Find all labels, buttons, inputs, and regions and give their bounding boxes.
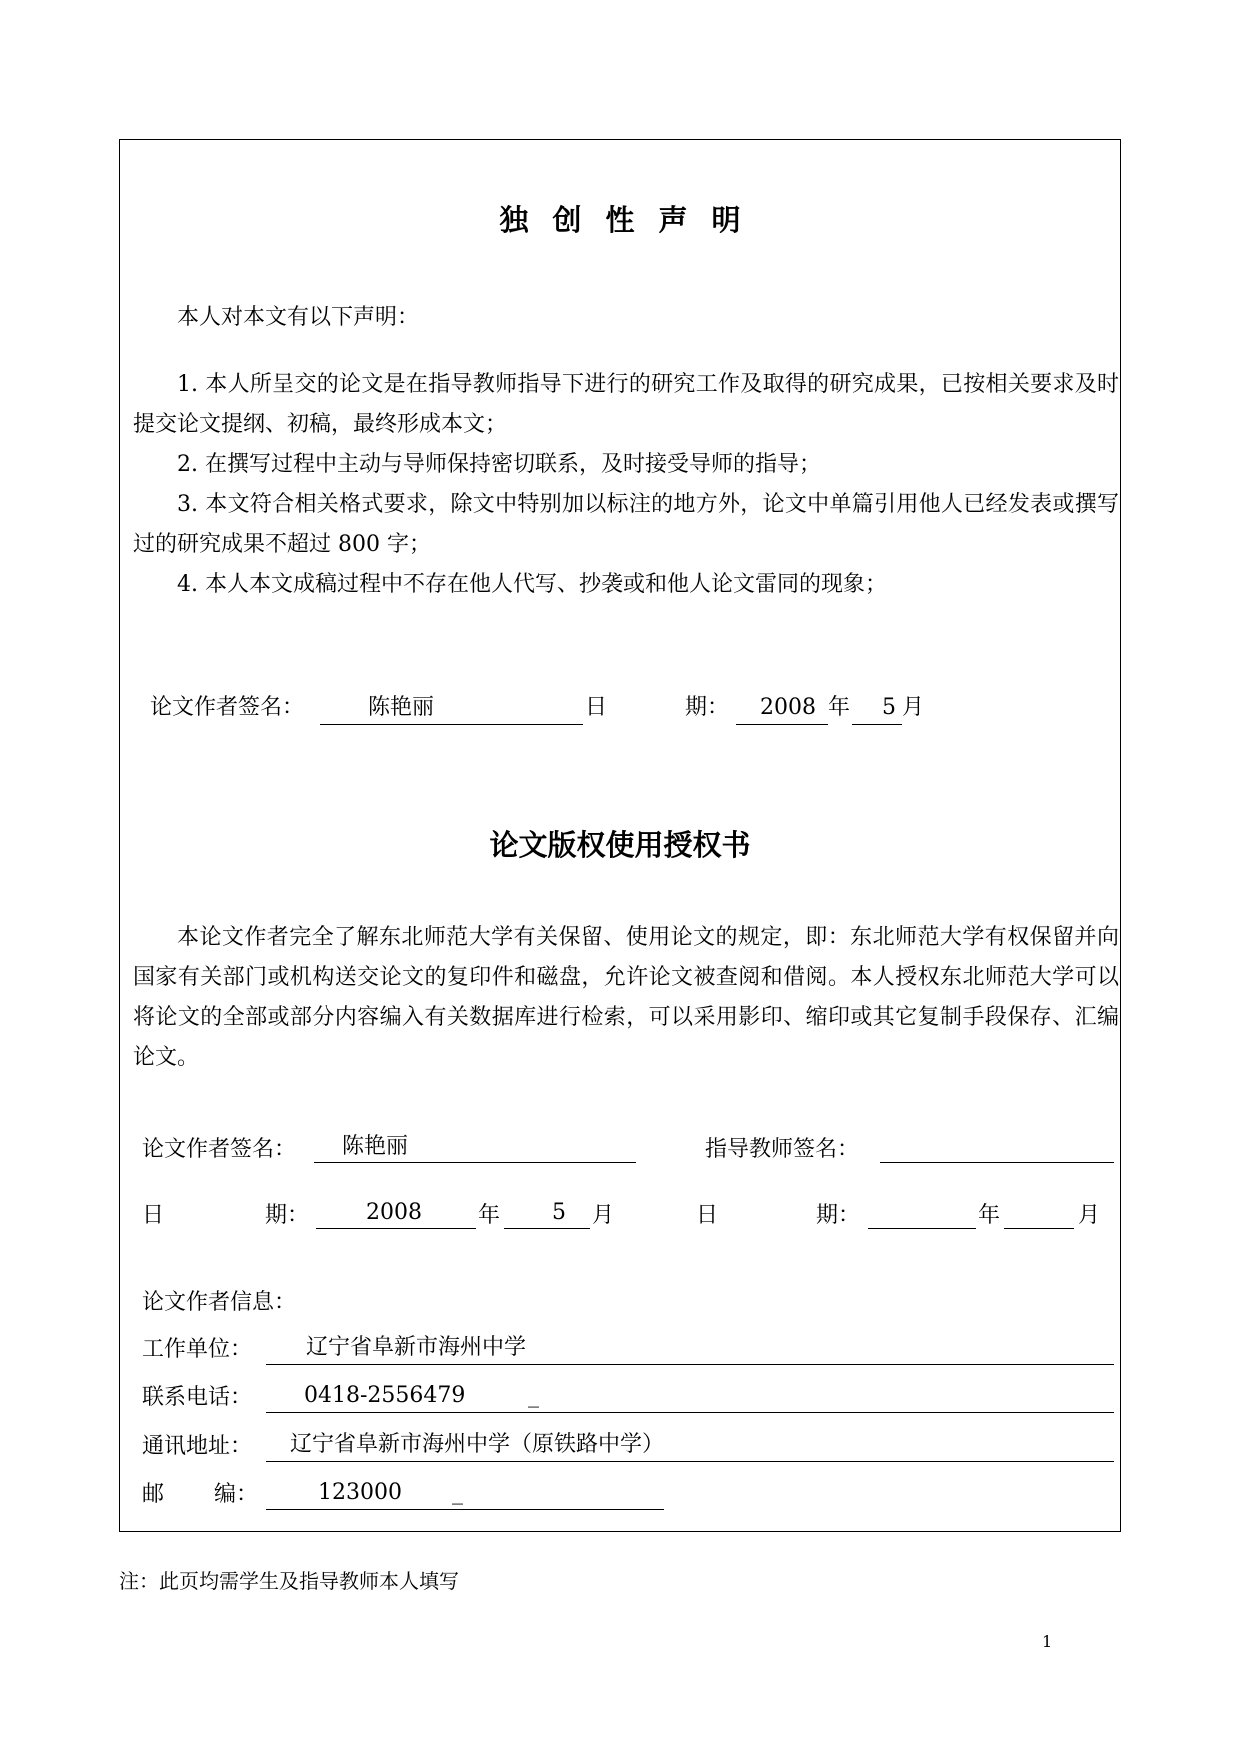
declaration-intro: 本人对本文有以下声明： [177, 305, 420, 330]
declaration-signature-line[interactable] [320, 724, 583, 725]
declaration-signature-value: 陈艳丽 [368, 695, 435, 720]
authorization-author-sig-label: 论文作者签名： [142, 1137, 297, 1162]
declaration-item-2: 2. 在撰写过程中主动与导师保持密切联系，及时接受导师的指导； [177, 452, 821, 477]
authorization-month-unit: 月 [592, 1203, 615, 1228]
declaration-signature-label: 论文作者签名： [150, 695, 305, 720]
declaration-year-value: 2008 [760, 695, 816, 720]
declaration-year-unit: 年 [828, 695, 851, 720]
phone-line[interactable] [266, 1412, 1114, 1413]
declaration-year-line[interactable] [736, 724, 828, 725]
advisor-year-line[interactable] [868, 1228, 976, 1229]
footer-note: 注：此页均需学生及指导教师本人填写 [119, 1569, 459, 1593]
authorization-body: 本论文作者完全了解东北师范大学有关保留、使用论文的规定，即：东北师范大学有权保留并向国家有关部门或机构送交论文的复印件和磁盘，允许论文被查阅和借阅。本人授权东北师范大学可以将论文的全部或部分内容编入有关数据库进行检索，可以采用影印、缩印或其它复制手段保存、汇编论文。 [133, 925, 1119, 1070]
page-number: 1 [1042, 1632, 1053, 1651]
authorization-advisor-sig-label: 指导教师签名： [705, 1137, 860, 1162]
postcode-label-1: 邮 [142, 1482, 165, 1507]
authorization-title: 论文版权使用授权书 [489, 828, 751, 862]
advisor-month-line[interactable] [1004, 1228, 1074, 1229]
authorization-year-unit: 年 [478, 1203, 501, 1228]
address-label: 通讯地址： [142, 1434, 253, 1459]
declaration-item-1: 1. 本人所呈交的论文是在指导教师指导下进行的研究工作及取得的研究成果，已按相关要求及时提交论文提纲、初稿，最终形成本文； [133, 372, 1119, 437]
authorization-month-value: 5 [552, 1200, 566, 1225]
authorization-month-line[interactable] [504, 1228, 590, 1229]
declaration-frame [119, 139, 1121, 1532]
authorization-advisor-sig-line[interactable] [880, 1162, 1114, 1163]
postcode-trailing: _ [452, 1480, 463, 1505]
postcode-label-2: 编： [214, 1482, 259, 1507]
phone-label: 联系电话： [142, 1385, 253, 1410]
declaration-date-label-2: 期： [685, 695, 730, 720]
postcode-value: 123000 [318, 1480, 402, 1505]
author-info-heading: 论文作者信息： [142, 1290, 297, 1315]
advisor-year-unit: 年 [978, 1203, 1001, 1228]
declaration-item-3: 3. 本文符合相关格式要求，除文中特别加以标注的地方外，论文中单篇引用他人已经发表或撰写过的研究成果不超过 800 字； [133, 492, 1119, 557]
declaration-item-4: 4. 本人本文成稿过程中不存在他人代写、抄袭或和他人论文雷同的现象； [177, 572, 887, 597]
address-line[interactable] [266, 1461, 1114, 1462]
declaration-month-value: 5 [882, 695, 896, 720]
advisor-date-label-2: 期： [816, 1203, 861, 1228]
workplace-value: 辽宁省阜新市海州中学 [306, 1335, 527, 1360]
postcode-line[interactable] [266, 1509, 664, 1510]
authorization-author-sig-value: 陈艳丽 [342, 1134, 409, 1159]
declaration-date-label-1: 日 [585, 695, 608, 720]
authorization-year-value: 2008 [366, 1200, 422, 1225]
authorization-date-label-1: 日 [142, 1203, 165, 1228]
phone-value: 0418-2556479 [304, 1383, 466, 1408]
authorization-date-label-2: 期： [265, 1203, 310, 1228]
authorization-author-sig-line[interactable] [314, 1162, 636, 1163]
declaration-month-unit: 月 [902, 695, 925, 720]
workplace-line[interactable] [266, 1364, 1114, 1365]
advisor-date-label-1: 日 [696, 1203, 719, 1228]
workplace-label: 工作单位： [142, 1337, 253, 1362]
address-value: 辽宁省阜新市海州中学（原铁路中学） [290, 1432, 665, 1457]
declaration-title: 独创性声明 [499, 203, 765, 237]
declaration-month-line[interactable] [852, 724, 902, 725]
advisor-month-unit: 月 [1078, 1203, 1101, 1228]
phone-trailing: _ [528, 1383, 539, 1408]
authorization-year-line[interactable] [316, 1228, 476, 1229]
